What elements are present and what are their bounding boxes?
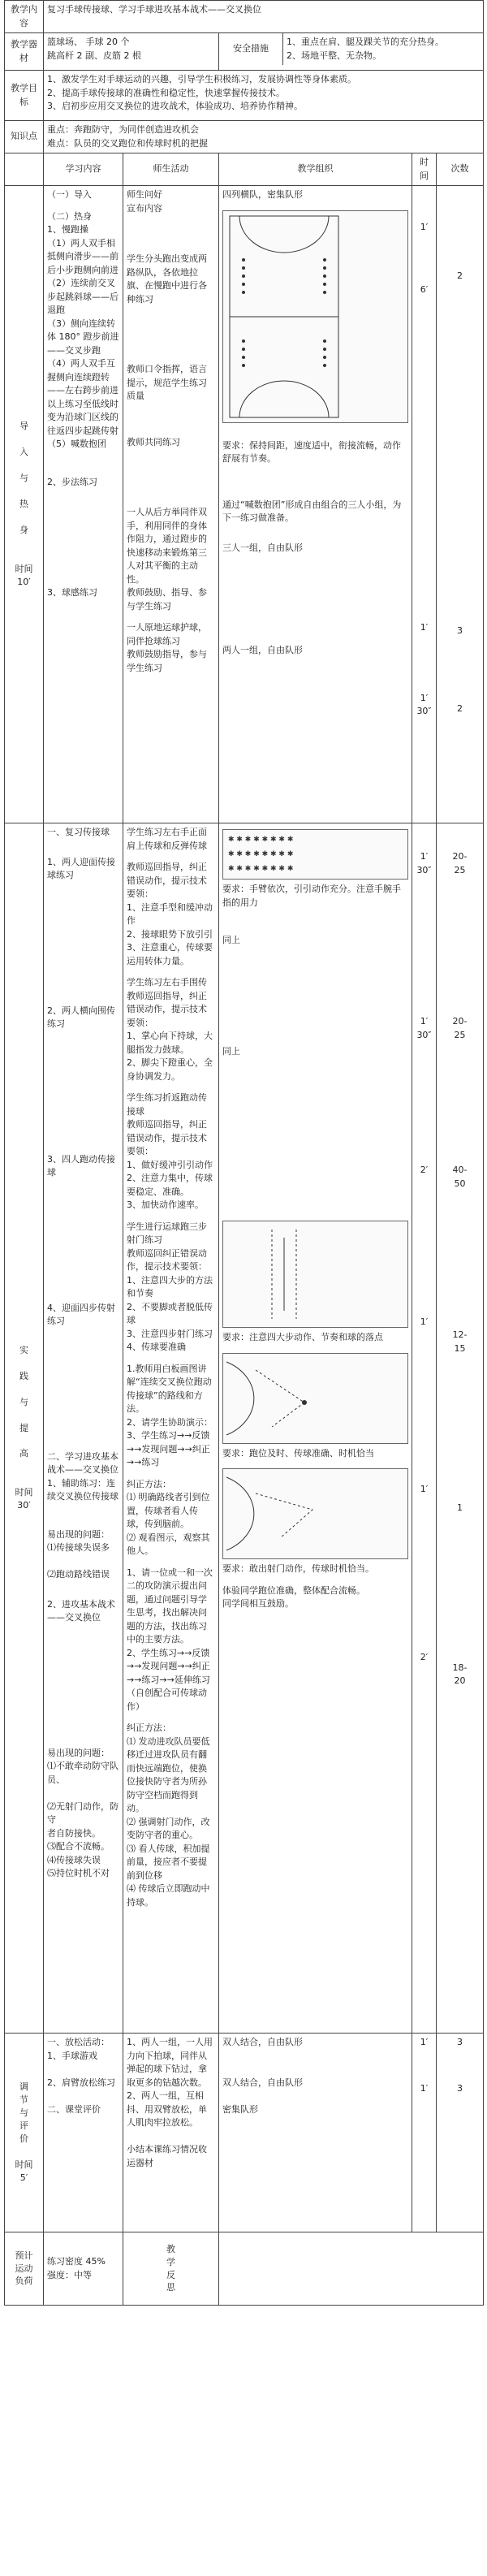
s2-org-same1: 同上 [222, 935, 240, 945]
s3-org: 双人结合，自由队形 双人结合，自由队形 密集队形 [219, 2034, 412, 2232]
s2-act-fix1: 纠正方法： ⑴ 明确路线者引到位置，传球者看人传球，传到脑前。 ⑵ 观看图示，观察其他人。 [127, 1478, 210, 1556]
s2-content-problems1: 易出现的问题： ⑴传接球失误多 ⑵跑动路线错误 [47, 1528, 110, 1580]
goal-3: 3、启初步应用交叉换位的进攻战术，体验成功、培养协作精神。 [47, 101, 303, 111]
footer-reflect-label: 教 学 反 思 [123, 2232, 219, 2306]
s2-content-cross: 2、进攻基本战术——交叉换位 [47, 1598, 115, 1623]
key-point: 重点：奔跑防守，为同伴创造进攻机会 [47, 124, 199, 135]
goal-2: 2、提高手球传接球的准确性和稳定性，快速掌握传接技术。 [47, 87, 285, 98]
s2-count-1: 20- 25 [452, 851, 468, 875]
footer-reflect-value [219, 2232, 484, 2306]
goal-1: 1、激发学生对手球运动的兴趣，引导学生积极练习，发展协调性等身体素质。 [47, 74, 356, 84]
s1-time-1: 1′ [420, 222, 429, 232]
s1-content-footwork: 2、步法练习 [47, 476, 97, 487]
s3-count-1: 3 [457, 2037, 463, 2047]
s2-tactic-diagram-1 [222, 1353, 408, 1444]
s1-act-jog: 学生分头跑出变成两路纵队，各依地拉旗、在慢跑中进行各种练习 [127, 253, 207, 305]
s2-shoot-diagram [222, 1221, 408, 1328]
s2-count-2: 20- 25 [452, 1016, 468, 1040]
s2-act-fix2: 纠正方法： ⑴ 发动进攻队员要低移迁过进攻队员有翻而快远端跑位，使换位接快防守者为所孙防守空档而跑得到动。 ⑵ 强调射门动作，改变防守者的重心。 ⑶ 看人传球，积加提前量，接应者不要提前到位移 ⑷ 传球后立即跑动中持球。 [127, 1722, 210, 1908]
s2-act-tips4: 学生进行运球跑三步射门练习 教师巡回纠正错误动作，提示技术要领： 1、注意四大步的方法和节奏 2、不要脚或者脱低传球 3、注意四步射门练习 4、传球要准确 [127, 1221, 213, 1352]
safety-label: 安全措施 [219, 33, 283, 65]
s2-act-pass: 学生练习左右手正面肩上传球和反弹传球 [127, 827, 207, 851]
col-content: 学习内容 [44, 153, 123, 186]
s2-player-grid [222, 829, 408, 880]
s1-org-formation: 四列横队，密集队形 [222, 189, 303, 200]
s1-court-diagram [222, 210, 408, 423]
s2-org-req4: 要求：敢出射门动作，传球时机恰当。 [222, 1563, 374, 1574]
goals-label: 教学目标 [5, 71, 44, 121]
s1-count-3: 2 [457, 703, 463, 714]
s2-time-6: 2′ [420, 1651, 429, 1662]
s1-org-pair: 两人一组，自由队形 [222, 645, 303, 655]
s2-org-req5: 体验同学跑位准确，整体配合流畅。 同学间相互鼓励。 [222, 1584, 365, 1609]
col-organization: 教学组织 [219, 153, 412, 186]
s2-act-tips1: 教师巡回指导，纠正错误动作，提示技术要领： 1、注意手型和缓冲动作 2、接球眼势下放引引 3、注意重心，传球要运用转体力量。 [127, 862, 213, 966]
s2-time-3: 2′ [420, 1165, 429, 1175]
equipment-value: 篮球场、 手球 20 个 跳高杆 2 副、皮筋 2 根 [44, 33, 219, 71]
safety-value: 1、重点在肩、腿及踝关节的充分热身。 2、场地平整、无杂物。 [287, 37, 444, 61]
s2-act-demo: 1.教师用白板画图讲解“连续交叉换位跑动传接球”的路线和方法。 2、请学生协助演示： 3、学生练习→→反馈→→发现问题→→纠正→→练习 [127, 1363, 213, 1467]
s1-content-intro: （一）导入 [47, 189, 92, 200]
s3-count-2: 3 [457, 2082, 463, 2094]
s1-org-req: 要求：保持间距，速度适中，衔接流畅，动作舒展有节奏。 [222, 439, 401, 464]
s3-activities: 1、两人一组，一人用力向下拍球，同伴从弹起的球下钻过，拿取更多的钻越次数。 2、两人一组，互相抖、用双臂放松，单人肌肉牢拉放松。 小结本课练习情况收运器材 [123, 2034, 219, 2232]
s2-content-review: 一、复习传接球 [47, 827, 110, 837]
content-label: 教学内容 [5, 1, 44, 33]
footer-load-label: 预计 运动 负荷 [5, 2232, 44, 2306]
s2-act-tips2: 学生练习左右手围传 教师巡回指导，纠正错误动作，提示技术要领： 1、掌心向下持球，大腿指发力鼓球。 2、脚尖下蹬重心，全身协调发力。 [127, 977, 213, 1082]
col-count: 次数 [437, 153, 484, 186]
s1-content-ballfeel: 3、球感练习 [47, 587, 97, 598]
s2-content-face: 1、两人迎面传接球练习 [47, 856, 115, 880]
s2-count-6: 18- 20 [452, 1662, 468, 1686]
s1-time-2: 6′ [420, 283, 429, 295]
s1-count-2: 3 [457, 625, 463, 636]
s1-act-command: 教师口令指挥，语言提示，规范学生练习质量 [127, 364, 207, 401]
s1-org-trio: 三人一组，自由队形 [222, 542, 303, 553]
content-value: 复习手球传接球、学习手球进攻基本战术——交叉换位 [44, 1, 484, 33]
section1-label: 导 入 与 热 身 时间 10′ [5, 186, 44, 823]
s2-content-four: 3、四人跑动传接球 [47, 1153, 115, 1178]
svg-text:✱ ✱ ✱ ✱ ✱ ✱ ✱ ✱: ✱ ✱ ✱ ✱ ✱ ✱ ✱ ✱ [228, 865, 294, 873]
s2-content-shoot: 4、迎面四步传射练习 [47, 1302, 115, 1326]
lesson-plan-table [4, 0, 484, 2306]
s1-org-group: 通过“喊数抱团”形成自由组合的三人小组，为下一练习做准备。 [222, 499, 402, 523]
section2-label: 实 践 与 提 高 时间 30′ [5, 823, 44, 2034]
s2-time-1: 1′ 30″ [416, 851, 432, 875]
s2-act-attack: 1、请一位或一和一次二的攻防演示提出问题，通过问题引导学生思考，找出解决问题的方法，找出练习中的主要方法。 2、学生练习→→反馈→→发现问题→→纠正→→练习→→延伸练习（自创配合可传球动作） [127, 1567, 213, 1712]
s1-act-dribble: 一人原地运球护球，同伴抢球练习 教师鼓励指导，参与学生练习 [127, 622, 207, 673]
knowledge-label: 知识点 [5, 121, 44, 153]
court-diagram-svg [223, 211, 345, 422]
footer-load-value: 练习密度 45% 强度：中等 [44, 2232, 123, 2306]
s1-count-1: 2 [457, 270, 463, 281]
s2-content-tactic: 二、学习进攻基本战术——交叉换位 1、辅助练习：连续交叉换位传接球 [47, 1450, 119, 1502]
s2-content-side: 2、两人横向围传练习 [47, 1005, 115, 1029]
section3-label: 调 节 与 评 价 时间 5′ [5, 2034, 44, 2232]
s2-org-req2: 要求：注意四大步动作、节奏和球的落点 [222, 1332, 383, 1342]
s2-count-5: 1 [457, 1502, 463, 1513]
s1-time-3: 1′ [420, 622, 429, 633]
s3-time-1: 1′ [420, 2037, 429, 2047]
s2-content-problems2: 易出现的问题： ⑴不敢牵动防守队员、 ⑵无射门动作，防守 者自防接快。 ⑶配合不流畅。 ⑷传接球失误 ⑸持位时机不对 [47, 1747, 119, 1878]
s2-org-req3: 要求：跑位及时、传球准确、时机恰当 [222, 1447, 374, 1459]
s2-count-3: 40- 50 [452, 1165, 468, 1189]
s3-content: 一、放松活动： 1、手球游戏 2、肩臂放松练习 二、课堂评价 [44, 2034, 123, 2232]
svg-text:✱ ✱ ✱ ✱ ✱ ✱ ✱ ✱: ✱ ✱ ✱ ✱ ✱ ✱ ✱ ✱ [228, 850, 294, 858]
svg-text:✱ ✱ ✱ ✱ ✱ ✱ ✱ ✱: ✱ ✱ ✱ ✱ ✱ ✱ ✱ ✱ [228, 836, 294, 844]
s2-count-4: 12- 15 [452, 1329, 468, 1354]
s1-act-resist: 一人从后方举同伴双手，利用同伴的身体作阻力，通过蹬步的快速移动来锻炼第三人对其平衡的主动性。 教师鼓励、指导、参与学生练习 [127, 507, 207, 612]
s1-content-warmup: （二）热身 1、慢跑操 （1）两人双手相抵侧向滑步——前后小步跑侧向前进 （2）连续前交叉步起跳斜球——后退跑 （3）侧向连续转体 180° 蹬步前进——交叉步跑 （4）两人双手互握侧向连续蹬转——左右跨步前进 以上练习至低线时变为沿球门区线的往返四步起跳传射 （5）喊数抱团 [47, 210, 119, 449]
s1-time-4: 1′ 30″ [416, 692, 432, 716]
equipment-label: 教学器材 [5, 33, 44, 71]
s2-act-tips3: 学生练习折返跑动传接球 教师巡回指导，纠正错误动作，提示技术要领： 1、做好缓冲引引动作 2、注意力集中，传球要稳定、准确。 3、加快动作速率。 [127, 1092, 213, 1210]
col-time: 时间 [412, 153, 437, 186]
s2-time-4: 1′ [420, 1316, 429, 1327]
difficult-point: 难点：队员的交叉跑位和传球时机的把握 [47, 137, 208, 149]
s2-time-5: 1′ [420, 1484, 429, 1494]
s2-org-same2: 同上 [222, 1045, 240, 1057]
s2-org-req1: 要求：手臂依次，引引动作充分。注意手腕手指的用力 [222, 884, 401, 908]
s3-time-2: 1′ [420, 2082, 429, 2094]
s1-act-together: 教师共同练习 [127, 436, 180, 447]
s1-act-greet: 师生问好 宣布内容 [127, 189, 162, 214]
s2-tactic-diagram-2 [222, 1468, 408, 1559]
s2-time-2: 1′ 30″ [416, 1016, 432, 1040]
col-activities: 师生活动 [123, 153, 219, 186]
